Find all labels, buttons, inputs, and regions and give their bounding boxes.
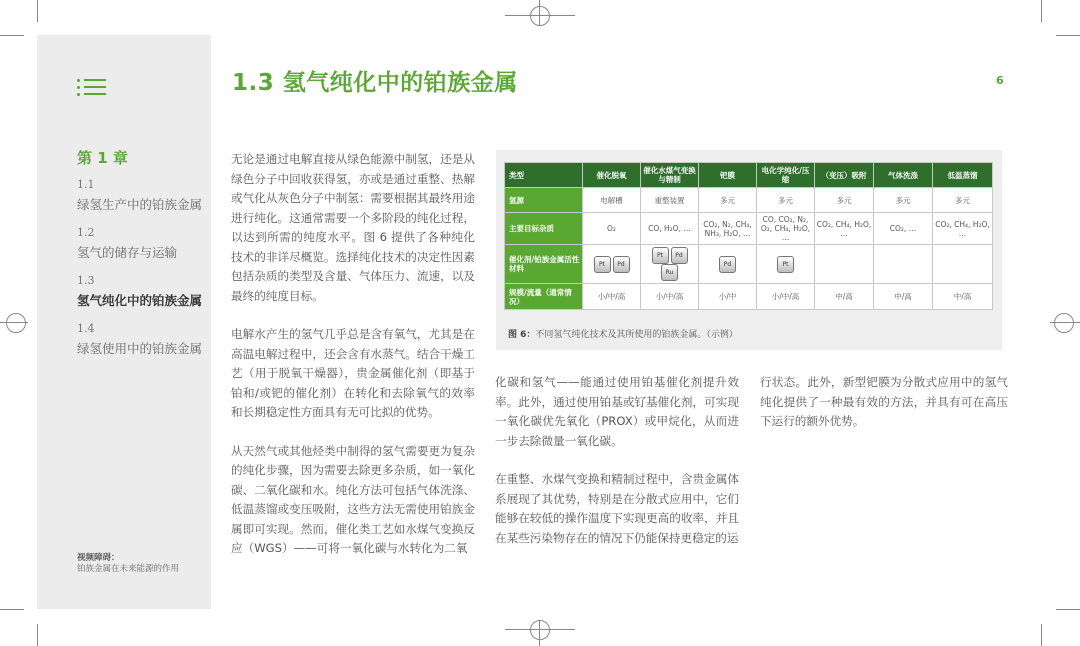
- crop-mark: [0, 322, 28, 323]
- row-header: 氢源: [505, 188, 583, 213]
- crop-mark: [0, 35, 24, 36]
- registration-mark: [6, 313, 26, 333]
- sidebar-item-green-hydrogen-production[interactable]: 绿氢生产中的铂族金属: [77, 197, 203, 212]
- paragraph: 在重整、水煤气变换和精制过程中，含贵金属体系展现了其优势，特别是在分散式应用中，它们能够在较低的操作温度下实现更高的收率，并且在某些污染物存在的情况下仍能保持更稳定的运: [495, 472, 739, 545]
- paragraph: 从天然气或其他烃类中制得的氢气需要更为复杂的纯化步骤，因为需要去除更多杂质，如一氧化碳、二氧化碳和水。纯化方法可包括气体洗涤、低温蒸馏或变压吸附，这些方法无需使用铂族金属即可实现。然而，催化类工艺如水煤气变换反应（WGS）——可将一氧化碳与水转化为二氧: [231, 443, 475, 555]
- table-cell: 电解槽: [583, 188, 641, 213]
- table-row: [505, 284, 993, 310]
- crop-mark: [1041, 0, 1042, 22]
- table-cell: CO₂, …: [874, 213, 933, 245]
- crop-mark: [1050, 322, 1080, 323]
- caption-text: 不同氢气纯化技术及其所使用的铂族金属。（示例）: [535, 330, 738, 340]
- crop-mark: [1056, 35, 1080, 36]
- crop-mark: [1041, 624, 1042, 646]
- table-cell: 多元: [874, 188, 933, 213]
- sidebar-item-number: 1.1: [77, 178, 95, 191]
- body-column-3: [760, 373, 1008, 451]
- table-header: 催化水煤气变换与精制: [641, 163, 699, 188]
- paragraph: 电解水产生的氢气几乎总是含有氧气，尤其是在高温电解过程中，还会含有水蒸气。结合干燥工艺（用于脱氧干燥器），贵金属催化剂（即基于铂和/或钯的催化剂）在转化和去除氧气的效率和长期稳定性方面具有无可比拟的优势。: [231, 327, 475, 419]
- table-cell: [874, 245, 933, 284]
- table-header: 钯膜: [699, 163, 757, 188]
- row-header: 规模/流量（通常情况）: [505, 284, 583, 310]
- list-icon[interactable]: [77, 77, 107, 99]
- table-cell: 中/高: [874, 284, 933, 310]
- table-cell: CO₂, N₂, CH₄, NH₃, H₂O, …: [699, 213, 757, 245]
- table-cell: 多元: [815, 188, 874, 213]
- element-pd-icon: Pd: [719, 256, 736, 273]
- table-cell: 中/高: [815, 284, 874, 310]
- crop-mark: [505, 629, 575, 630]
- sidebar-item-green-hydrogen-use[interactable]: 绿氢使用中的铂族金属: [77, 341, 203, 356]
- crop-mark: [37, 0, 38, 22]
- table-cell: 多元: [757, 188, 815, 213]
- table-cell: 小/中/高: [641, 284, 699, 310]
- element-pt-icon: Pt: [594, 256, 611, 273]
- sidebar-item-number: 1.3: [77, 274, 95, 287]
- paragraph: 无论是通过电解直接从绿色能源中制氢，还是从绿色分子中回收获得氢，亦或是通过重整、热解或气化从灰色分子中制氢：需要根据其最终用途进行纯化。这通常需要一个多阶段的纯化过程，以达到所需的纯度水平。图 6 提供了各种纯化技术的非详尽概览。选择纯化技术的决定性因素包括杂质的类型及含量、气体压力、流速，以及最终的纯度目标。: [231, 152, 475, 303]
- table-row: [505, 245, 993, 284]
- registration-mark: [1054, 313, 1074, 333]
- registration-mark: [530, 620, 550, 640]
- table-row: [505, 188, 993, 213]
- crop-mark: [37, 624, 38, 646]
- row-header: 主要目标杂质: [505, 213, 583, 245]
- table-cell: [815, 245, 874, 284]
- table-cell: [641, 245, 699, 284]
- table-header: 低温蒸馏: [933, 163, 993, 188]
- table-cell: CO, CO₂, N₂, O₂, CH₄, H₂O, …: [757, 213, 815, 245]
- footer-link[interactable]: 铂族金属在未来能源的作用: [77, 564, 180, 574]
- table-cell: 多元: [933, 188, 993, 213]
- figure-6: [496, 150, 1002, 350]
- element-pd-icon: Pd: [613, 256, 630, 273]
- table-cell: CO, H₂O, …: [641, 213, 699, 245]
- crop-mark: [505, 15, 575, 16]
- body-column-1: [231, 150, 475, 578]
- paragraph: 行状态。此外，新型钯膜为分散式应用中的氢气纯化提供了一种最有效的方法，并具有可在高压下运行的额外优势。: [760, 375, 1008, 428]
- table-cell: O₂: [583, 213, 641, 245]
- element-pt-icon: Pt: [777, 256, 794, 273]
- table-cell: CO₂, CH₄, H₂O, …: [815, 213, 874, 245]
- sidebar-item-hydrogen-purification[interactable]: 氢气纯化中的铂族金属: [77, 293, 203, 308]
- page-number: 6: [996, 74, 1004, 87]
- element-pd-icon: Pd: [671, 247, 688, 264]
- table-row: [505, 213, 993, 245]
- table-cell: 小/中: [699, 284, 757, 310]
- purification-table: [504, 162, 993, 310]
- sidebar: [37, 35, 211, 609]
- table-header: 电化学纯化/压缩: [757, 163, 815, 188]
- table-cell: 小/中/高: [583, 284, 641, 310]
- sidebar-item-number: 1.2: [77, 226, 95, 239]
- footer-title: 视频障碍：: [77, 553, 120, 563]
- sidebar-nav: [77, 173, 207, 367]
- table-cell: [583, 245, 641, 284]
- table-header: （变压）吸附: [815, 163, 874, 188]
- row-header: 催化剂/铂族金属活性材料: [505, 245, 583, 284]
- crop-mark: [1056, 609, 1080, 610]
- table-cell: 小/中/高: [757, 284, 815, 310]
- sidebar-item-hydrogen-storage[interactable]: 氢气的储存与运输: [77, 245, 178, 260]
- table-header: 类型: [505, 163, 583, 188]
- table-header: 催化脱氧: [583, 163, 641, 188]
- table-cell: [933, 245, 993, 284]
- registration-mark: [530, 6, 550, 26]
- element-ru-icon: Ru: [661, 264, 678, 281]
- figure-caption: [508, 327, 738, 340]
- body-column-2: [495, 373, 739, 567]
- crop-mark: [0, 609, 24, 610]
- table-cell: [757, 245, 815, 284]
- crop-mark: [539, 0, 540, 26]
- table-cell: 重整装置: [641, 188, 699, 213]
- table-cell: CO₂, CH₄, H₂O, …: [933, 213, 993, 245]
- table-header-row: [505, 163, 993, 188]
- page-title: 1.3 氢气纯化中的铂族金属: [232, 70, 518, 96]
- table-header: 气体洗涤: [874, 163, 933, 188]
- sidebar-item-number: 1.4: [77, 322, 95, 335]
- table-cell: 多元: [699, 188, 757, 213]
- element-pt-icon: Pt: [652, 247, 669, 264]
- sidebar-footer[interactable]: [77, 553, 179, 575]
- table-cell: 中/高: [933, 284, 993, 310]
- chapter-title: 第 1 章: [77, 149, 128, 167]
- crop-mark: [539, 620, 540, 646]
- caption-label: 图 6：: [508, 330, 536, 340]
- table-cell: [699, 245, 757, 284]
- paragraph: 化碳和氢气——能通过使用铂基催化剂提升效率。此外，通过使用铂基或钌基催化剂，可实现一氧化碳优先氧化（PROX）或甲烷化，从而进一步去除微量一氧化碳。: [495, 375, 739, 448]
